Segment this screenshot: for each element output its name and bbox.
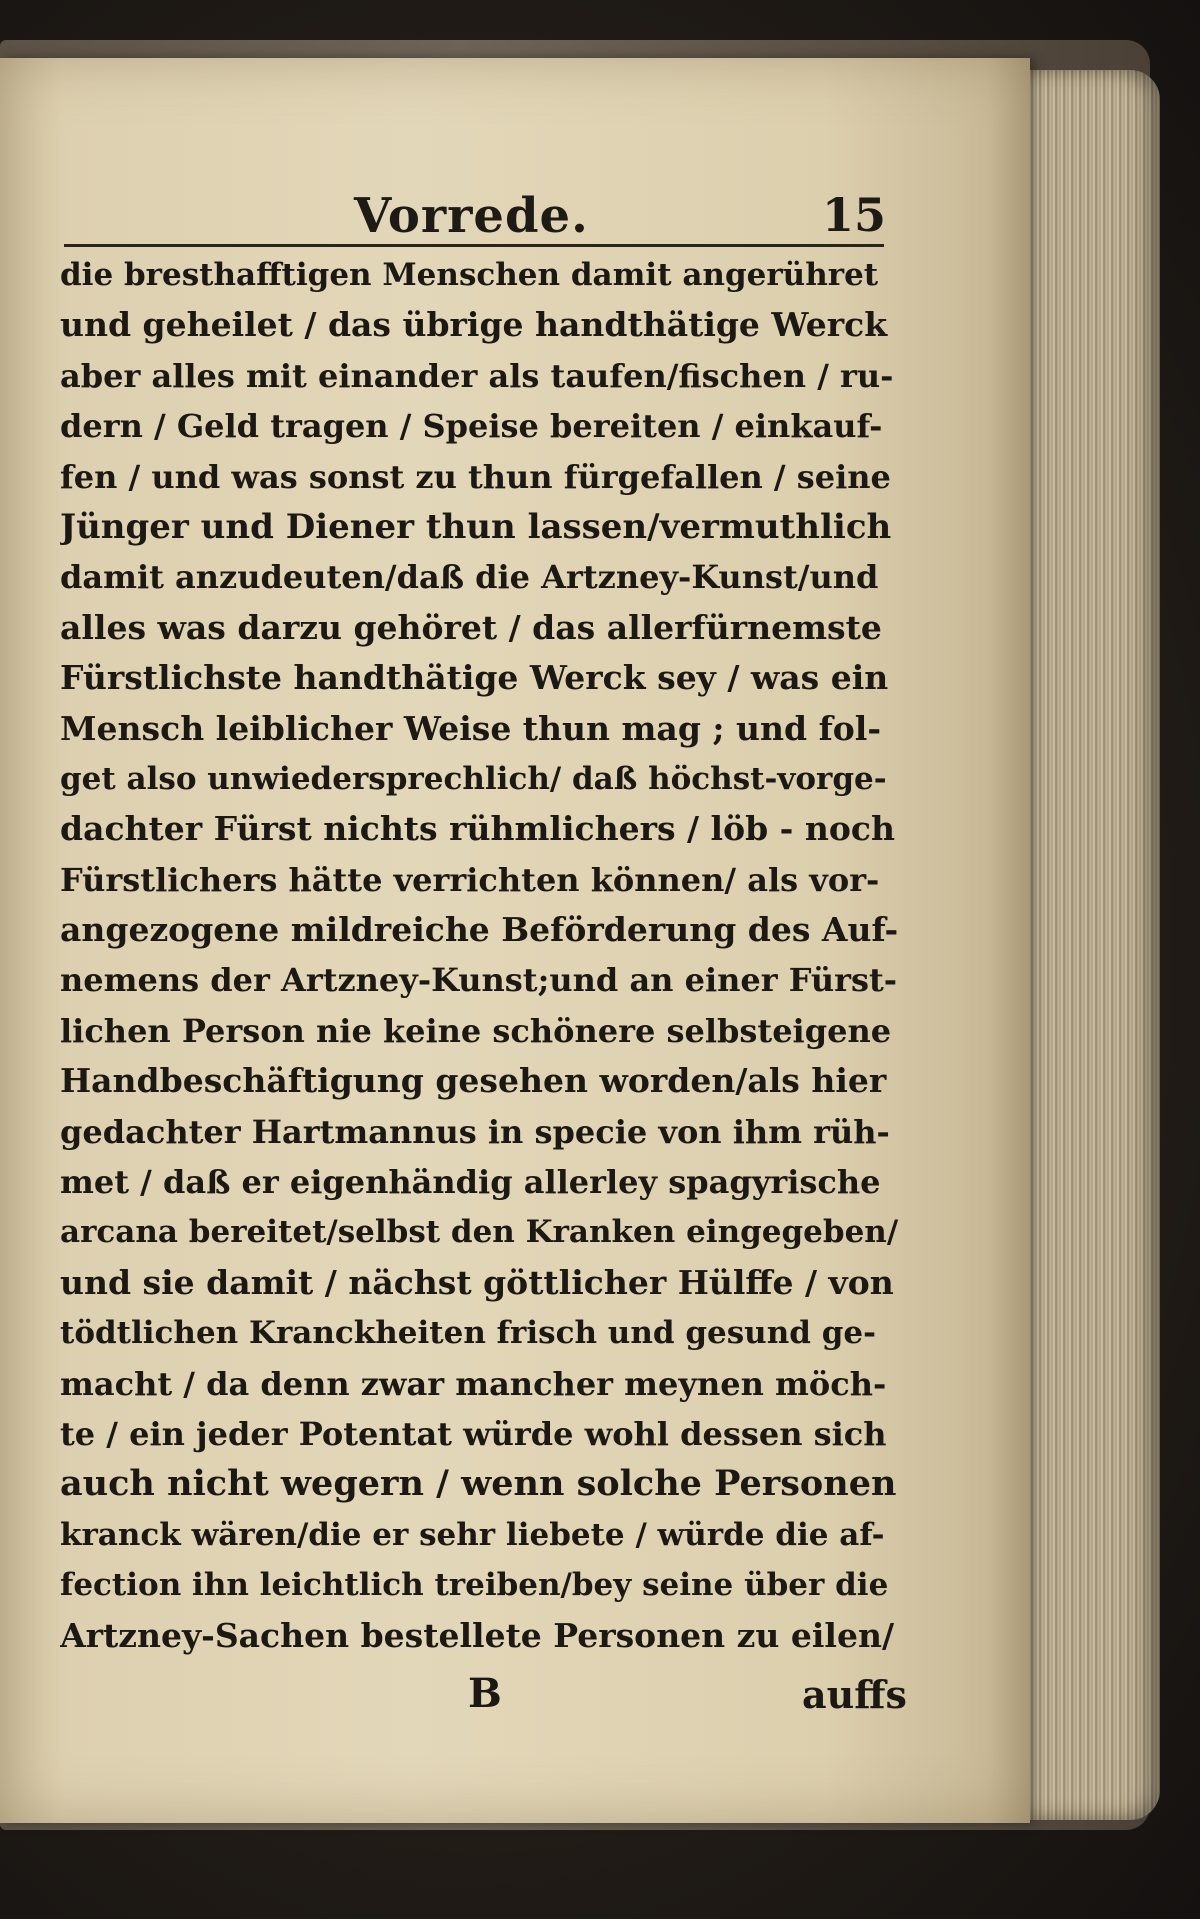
text-line: Fürstlichers hätte verrichten können/ als vor- (60, 860, 880, 899)
text-line: die bresthafftigen Menschen damit angerühret (60, 257, 879, 293)
text-line: met / daß er eigenhändig allerley spagyrische (60, 1163, 881, 1202)
text-line: damit anzudeuten/daß die Artzney-Kunst/und (60, 558, 879, 597)
text-line: dachter Fürst nichts rühmlichers / löb - noch (60, 809, 895, 849)
page-footer (60, 1670, 907, 1722)
body-text (60, 250, 900, 1661)
text-line: angezogene mildreiche Beförderung des Auf- (60, 910, 899, 950)
text-line: te / ein jeder Potentat würde wohl dessen sich (60, 1414, 887, 1453)
text-line: aber alles mit einander als taufen/fischen / ru- (60, 356, 894, 395)
text-line: fection ihn leichtlich treiben/bey seine über die (60, 1567, 889, 1604)
text-line: nemens der Artzney-Kunst;und an einer Fürst- (60, 961, 898, 1000)
text-line: auch nicht wegern / wenn solche Personen (60, 1463, 897, 1505)
running-head (64, 188, 887, 247)
text-line: dern / Geld tragen / Speise bereiten / einkauf- (60, 407, 883, 446)
text-line: alles was darzu gehöret / das allerfürnemste (60, 607, 882, 647)
text-line: arcana bereitet/selbst den Kranken eingegeben/ (60, 1214, 899, 1251)
text-line: Jünger und Diener thun lassen/vermuthlich (60, 506, 892, 547)
text-line: macht / da denn zwar mancher meynen möch- (60, 1364, 887, 1403)
text-line: Fürstlichste handthätige Werck sey / was ein (60, 658, 889, 698)
signature-mark: B (468, 1670, 502, 1717)
catchword: auffs (802, 1672, 907, 1717)
text-line: gedachter Hartmannus in specie von ihm rüh- (60, 1112, 890, 1151)
text-line: Artzney-Sachen bestellete Personen zu eilen/ (60, 1615, 894, 1655)
text-line: lichen Person nie keine schönere selbsteigene (60, 1011, 892, 1050)
page-heading: Vorrede. (354, 188, 589, 244)
text-line: Mensch leiblicher Weise thun mag ; und fol- (60, 708, 882, 748)
text-line: und geheilet / das übrige handthätige Werck (60, 305, 888, 345)
page-number: 15 (822, 188, 887, 242)
text-line: Handbeschäftigung gesehen worden/als hier (60, 1061, 887, 1101)
text-line: fen / und was sonst zu thun fürgefallen / seine (60, 457, 891, 496)
text-line: kranck wären/die er sehr liebete / würde die af- (60, 1516, 885, 1553)
page-edges (1010, 70, 1160, 1820)
text-line: get also unwiedersprechlich/ daß höchst-vorge- (60, 760, 887, 797)
text-line: und sie damit / nächst göttlicher Hülffe / von (60, 1262, 894, 1302)
book-page (0, 58, 1030, 1823)
text-line: tödtlichen Kranckheiten frisch und gesund ge- (60, 1315, 876, 1352)
